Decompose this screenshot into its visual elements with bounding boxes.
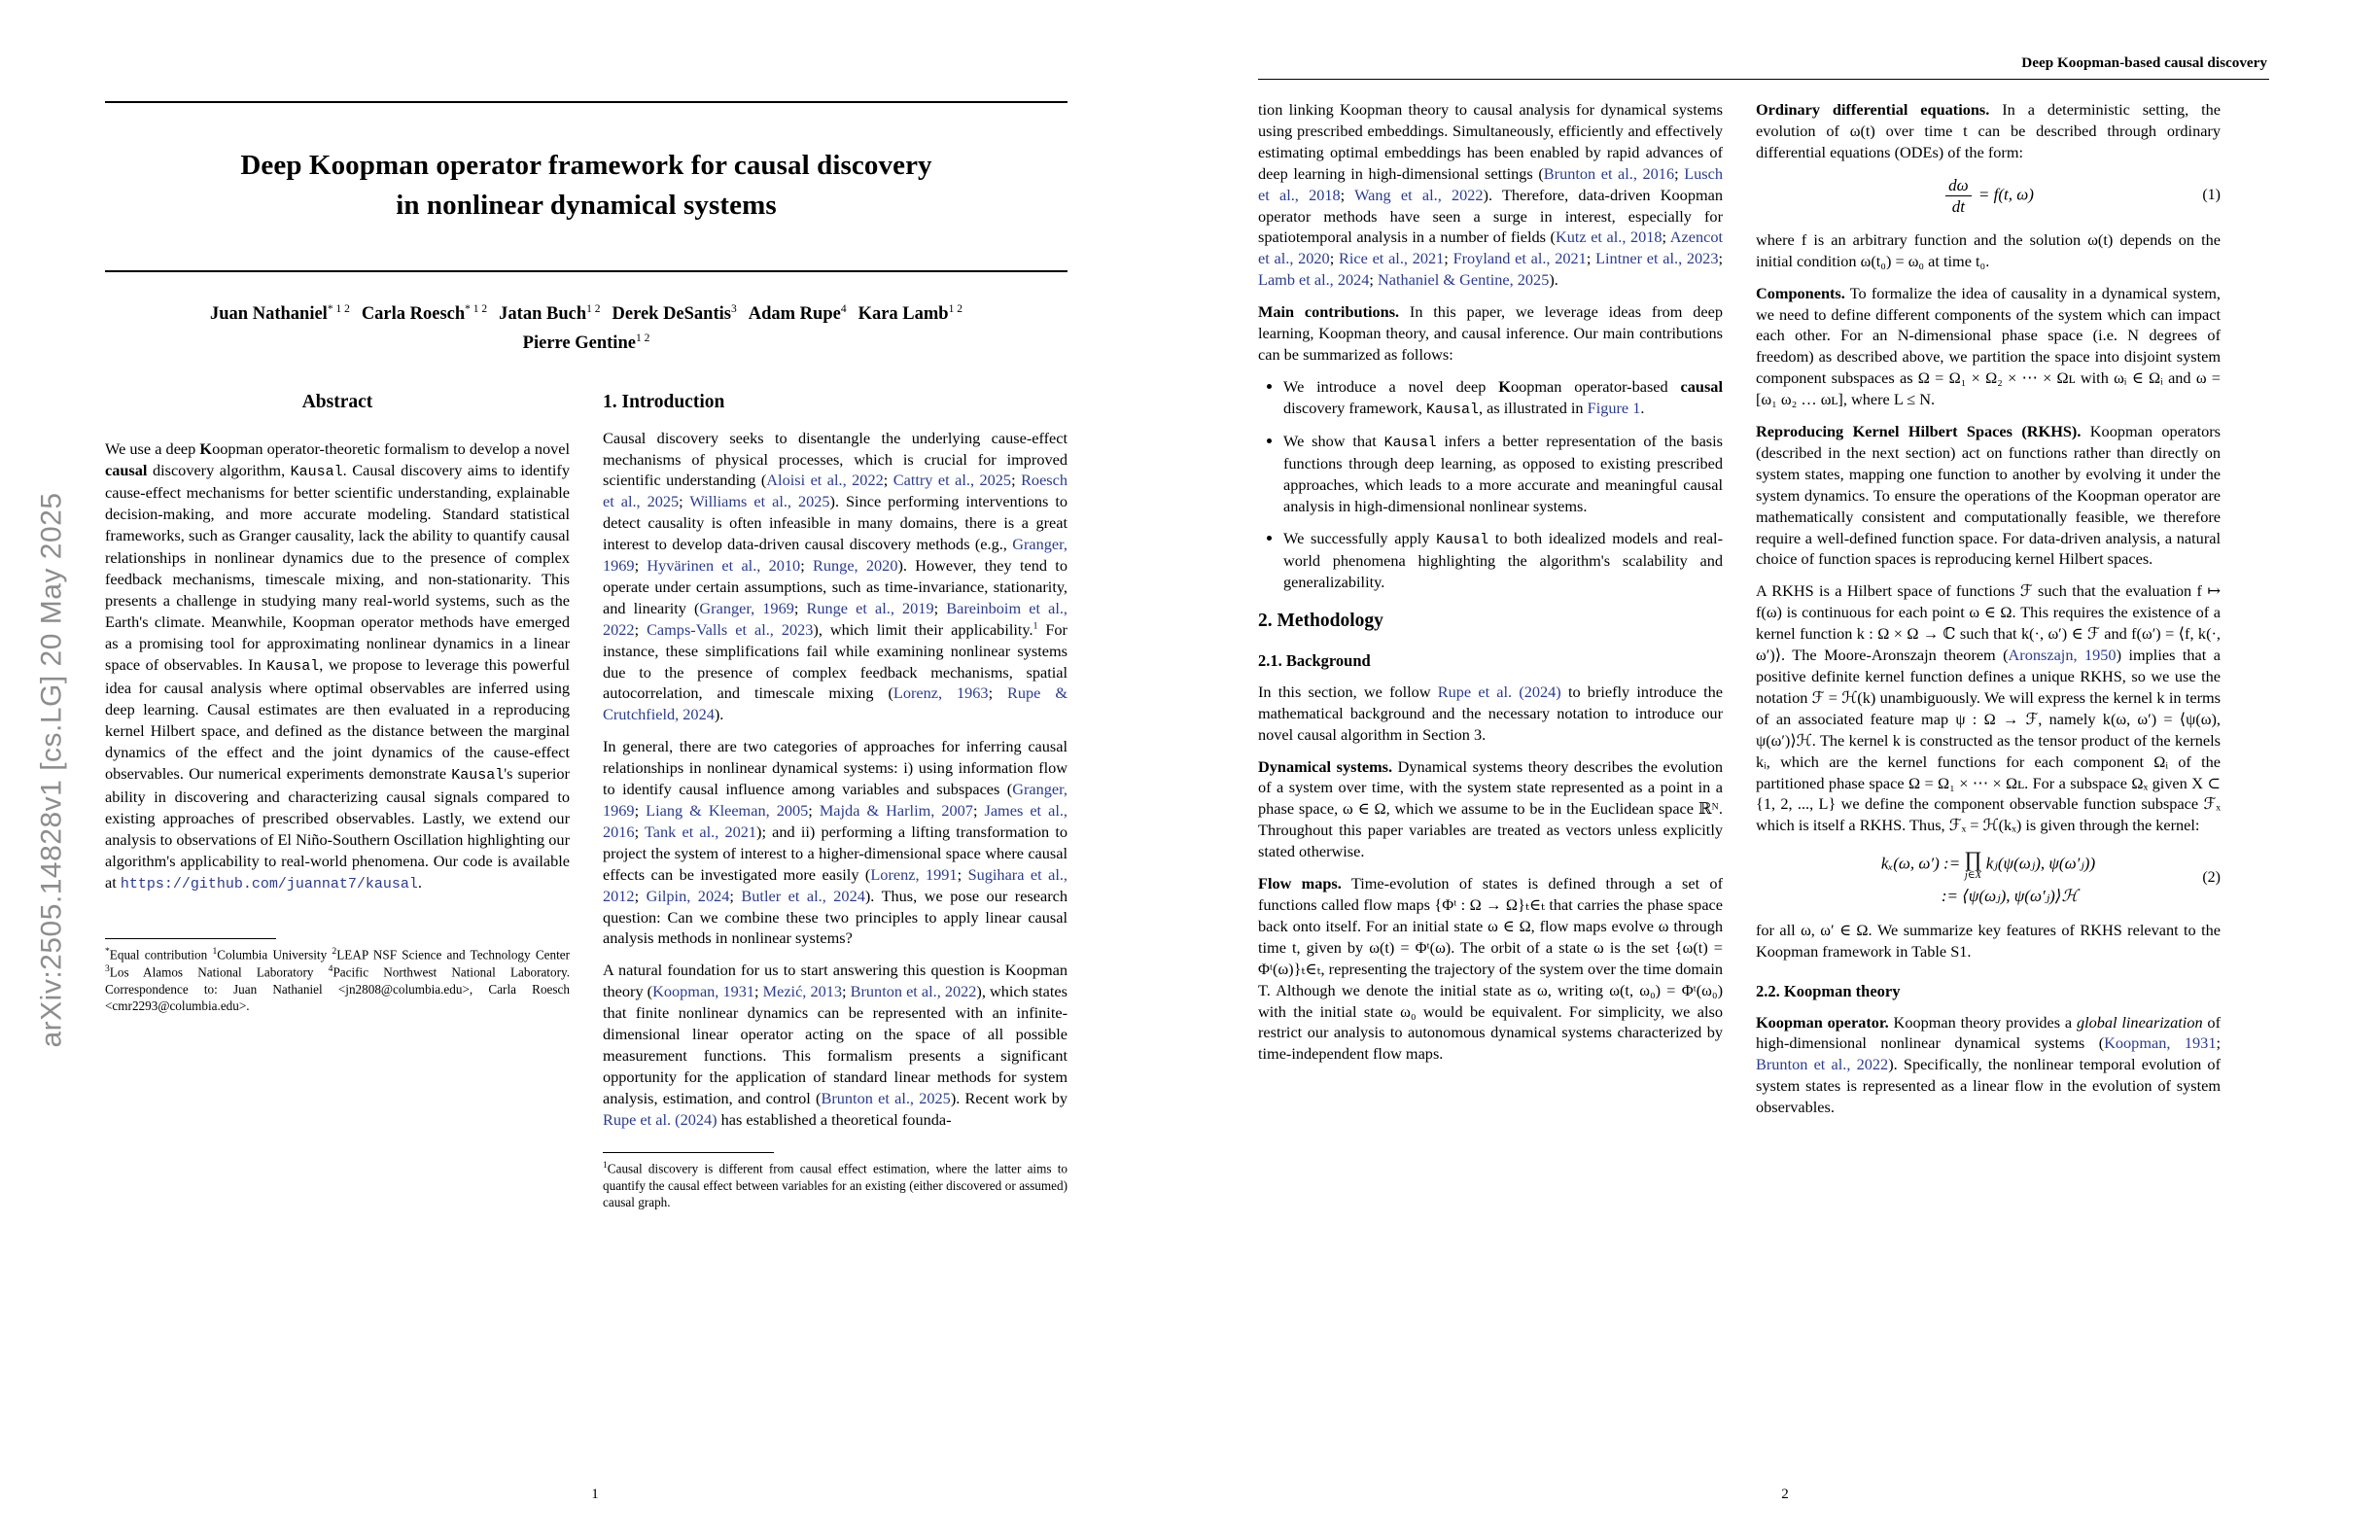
text-run-cite-5[interactable]: Roesch et al., 2025	[603, 471, 1068, 511]
text-run-mono-7: Kausal	[266, 658, 320, 676]
text-run-plain-12: ;	[1444, 249, 1453, 268]
intro-footnote-rule	[603, 1152, 774, 1153]
text-run-cite-9[interactable]: Azencot et al., 2020	[1258, 228, 1723, 268]
text-run-plain-6: ;	[972, 801, 985, 820]
text-run-plain-0: A natural foundation for us to start answering this question is Koopman theory (	[603, 961, 1068, 1001]
equation-2	[1756, 849, 2221, 906]
text-run-cite-17[interactable]: Butler et al., 2024	[741, 886, 865, 905]
rkhs-head: Reproducing Kernel Hilbert Spaces (RKHS).	[1756, 422, 2082, 441]
components-paragraph	[1756, 283, 2221, 410]
text-run-plain-8: ;	[1662, 228, 1670, 247]
text-run-cite-5[interactable]: Brunton et al., 2022	[850, 982, 977, 1001]
text-run-cite-27[interactable]: Rupe & Crutchfield, 2024	[603, 683, 1068, 724]
text-run-cite-11[interactable]: Hyvärinen et al., 2010	[647, 556, 801, 576]
text-run-cite-3[interactable]: Lusch et al., 2018	[1258, 163, 1723, 204]
intro-footnote-text	[603, 1160, 1068, 1211]
contribution-item-1	[1283, 376, 1723, 420]
page-2-columns	[1258, 99, 2269, 1129]
equation-2-number: (2)	[2202, 868, 2221, 886]
text-run-plain-0: We show that	[1283, 431, 1384, 450]
text-run-plain-1: Causal discovery is different from causal effect estimation, where the latter aims to quantify the causal effect between variables for an existing (either discovered or assumed) causal graph.	[603, 1160, 1068, 1210]
text-run-cite-9[interactable]: Granger, 1969	[603, 535, 1068, 576]
arxiv-identifier-text: arXiv:2505.14828v1 [cs.LG] 20 May 2025	[35, 492, 68, 1048]
main-contributions-text: In this paper, we leverage ideas from deep learning, Koopman theory, and causal inference. Our main contributions can be summarized as follows:	[1258, 302, 1723, 364]
components-text: To formalize the idea of causality in a dynamical system, we need to define different components of the system which can impact each other. For an N-dimensional phase space (i.e. N degrees of freedom) as described above, we partition the space into disjoint system component subspaces as Ω = Ω₁ × Ω₂ × ⋯ × Ωʟ with ωᵢ ∈ Ωᵢ and ω = [ω₁ ω₂ … ωʟ], where L ≤ N.	[1756, 283, 2221, 409]
author-5	[749, 304, 847, 324]
text-run-plain-2: ;	[883, 471, 893, 490]
text-run-plain-8: ;	[634, 822, 645, 841]
rkhs-paragraph	[1756, 421, 2221, 570]
text-run-bold-1: K	[1498, 376, 1511, 396]
author-name-text: Adam Rupe	[748, 303, 841, 324]
text-run-cite-5[interactable]: Brunton et al., 2022	[1756, 1055, 1889, 1074]
text-run-plain-5: LEAP NSF Science and Technology Center	[336, 947, 570, 962]
equation-2-stack	[1881, 849, 2095, 906]
text-run-cite-13[interactable]: Runge, 2020	[813, 556, 898, 576]
text-run-plain-2: to briefly introduce the mathematical background and the necessary notation to introduce our novel causal algorithm in Section 3.	[1258, 682, 1723, 744]
text-run-plain-10: ;	[1329, 249, 1339, 268]
text-run-plain-2: ) implies that a positive definite kernel function defines a unique RKHS, so we use the notation ℱ = ℋ(k) unambiguously. We will express the kernel k in terms of an associated feature map ψ : Ω → ℱ, namely k(ω, ω′) = ⟨ψ(ω), ψ(ω′)⟩ℋ. The kernel k is constructed as the tensor product of the kernels kᵢ, which are the kernel functions for each component Ωᵢ of the partitioned phase space Ω = Ω₁ × ⋯ × Ωʟ. For a subspace Ωₓ given X ⊂ {1, 2, ..., L} we define the component observable function subspace ℱₓ which is itself a RKHS. Thus, ℱₓ = ℋ(kₓ) is given through the kernel:	[1756, 646, 2221, 835]
author-name-text: Jatan Buch	[499, 303, 587, 324]
contribution-item-3	[1283, 528, 1723, 593]
text-run-cite-21[interactable]: Camps-Valls et al., 2023	[647, 619, 814, 639]
text-run-plain-2: infers a better representation of the basis functions through deep learning, as opposed to existing prescribed approaches, which leads to a more accurate and meaningful causal analysis in high-dimensional nonlinear systems.	[1283, 431, 1723, 515]
dynamical-systems-text: Dynamical systems theory describes the evolution of a system over time, with the system state represented as a point in a phase space, ω ∈ Ω, which we assume to be in the Euclidean space ℝᴺ. Throughout this paper variables are treated as vectors unless explicitly stated otherwise.	[1258, 756, 1723, 861]
abstract-heading: Abstract	[301, 391, 373, 412]
components-head: Components.	[1756, 283, 1845, 302]
text-run-plain-4: ;	[1340, 185, 1355, 204]
text-run-cite-17[interactable]: Runge et al., 2019	[806, 598, 934, 617]
text-run-cite-19[interactable]: Nathaniel & Gentine, 2025	[1378, 270, 1550, 290]
equation-1	[1756, 176, 2221, 216]
intro-paragraph-3	[603, 960, 1068, 1130]
intro-paragraph-1	[603, 428, 1068, 726]
author-affiliation-marker: 1 2	[948, 302, 962, 315]
text-run-cite-13[interactable]: Froyland et al., 2021	[1452, 249, 1587, 268]
text-run-plain-28: ).	[714, 705, 724, 724]
product-glyph: ∏	[1964, 847, 1982, 872]
page-1-columns	[105, 392, 1068, 1211]
author-line-1	[105, 299, 1068, 329]
text-run-plain-2: oopman operator-theoretic formalism to develop a novel	[212, 438, 571, 458]
text-run-cite-15[interactable]: Lintner et al., 2023	[1595, 249, 1719, 268]
page-2-content	[1258, 54, 2269, 1129]
text-run-sup-0: 1	[603, 1159, 608, 1171]
text-run-plain-0: We introduce a novel deep	[1283, 376, 1499, 396]
text-run-cite-1[interactable]: Aloisi et al., 2022	[766, 471, 884, 490]
title-top-rule	[105, 101, 1068, 103]
text-run-plain-20: ;	[634, 619, 648, 639]
text-run-plain-0: We use a deep	[105, 438, 200, 458]
arxiv-identifier-stamp	[18, 0, 86, 1540]
text-run-cite-7[interactable]: James et al., 2016	[603, 801, 1068, 841]
text-run-plain-0: Koopman theory provides a	[1888, 1012, 2077, 1032]
text-run-plain-10: 's superior ability in discovering and characterizing causal signals compared to existing approaches of prescribed observables. Lastly, we extend our analysis to observations of El Niño-Southern Oscillation highlighting our algorithm's applicability to real-world phenomena. Our code is available at	[105, 764, 570, 892]
equation-2-rhs: kⱼ(ψ(ωⱼ), ψ(ω′ⱼ))	[1985, 854, 2096, 873]
text-run-plain-12: ;	[957, 864, 968, 884]
text-run-plain-6: , as illustrated in	[1478, 398, 1588, 417]
text-run-plain-4: discovery framework,	[1283, 398, 1426, 417]
introduction-heading: 1. Introduction	[603, 391, 725, 412]
text-run-plain-6: ;	[679, 492, 690, 511]
column-p2-left	[1258, 99, 1723, 1129]
text-run-mono-1: Kausal	[1383, 434, 1437, 451]
text-run-plain-2: to both idealized models and real-world phenomena highlighting the algorithm's scalability and generalizability.	[1283, 528, 1723, 591]
page-title	[105, 146, 1068, 226]
text-run-sup-8: 4	[328, 962, 333, 974]
intro-paragraph-2	[603, 736, 1068, 949]
author-affiliation-marker: 4	[840, 302, 847, 315]
text-run-mono-1: Kausal	[1436, 531, 1489, 548]
page-1-content	[105, 101, 1068, 1211]
text-run-plain-0: We successfully apply	[1283, 528, 1437, 547]
text-run-cite-1[interactable]: Aronszajn, 1950	[2008, 646, 2117, 665]
dynamical-systems-paragraph	[1258, 756, 1723, 863]
text-run-plain-8: ). Recent work by	[950, 1088, 1068, 1107]
affiliation-footnote-text	[105, 946, 570, 1015]
text-run-cite-11[interactable]: Rice et al., 2021	[1338, 249, 1445, 268]
author-name-text: Derek DeSantis	[612, 303, 731, 324]
equation-1-rhs: = f(t, ω)	[1978, 185, 2034, 204]
text-run-plain-6: . Causal discovery aims to identify cause-effect mechanisms for better scientific understanding, explainable decision-making, and more accurate modeling. Standard statistical frameworks, such as Granger causality, lack the ability to quantify causal relationships in nonlinear dynamics due to the presence of complex feedback mechanisms, timescale mixing, and non-stationarity. This presents a challenge in studying many real-world systems, such as the Earth's climate. Meanwhile, Koopman operator methods have emerged as a promising tool for approximating nonlinear dynamics in a linear space of observables. In	[105, 460, 570, 675]
text-run-sup-0: *	[105, 945, 110, 957]
text-run-mono-5: Kausal	[290, 463, 343, 480]
text-run-plain-16: ;	[793, 598, 807, 617]
text-run-sup-2: 1	[212, 945, 218, 957]
text-run-sup-4: 2	[332, 945, 337, 957]
text-run-plain-6: ). Therefore, data-driven Koopman operator methods have seen a surge in interest, especially for spatiotemporal analysis in a number of fields (	[1258, 185, 1723, 247]
text-run-cite-7[interactable]: Kutz et al., 2018	[1555, 228, 1662, 247]
footnote-rule	[105, 938, 276, 939]
text-run-plain-14: ;	[1586, 249, 1596, 268]
page-1-number: 1	[591, 1487, 599, 1502]
equation-1-fraction	[1945, 176, 1972, 216]
contributions-list	[1258, 376, 1723, 593]
page-title-line-2: in nonlinear dynamical systems	[396, 190, 777, 222]
text-run-plain-0: In general, there are two categories of approaches for inferring causal relationships in nonlinear dynamical systems: i) using information flow to identify causal influence among variables and subspaces (	[603, 737, 1068, 799]
author-affiliation-marker: 1 2	[586, 302, 601, 315]
text-run-sup-6: 3	[105, 962, 110, 974]
author-list	[105, 299, 1068, 358]
title-bottom-rule	[105, 270, 1068, 272]
text-run-cite-11[interactable]: Lorenz, 1991	[870, 864, 958, 884]
text-run-plain-18: ). Thus, we pose our research question: Can we combine these two principles to apply linear causal analysis methods in nonlinear systems?	[603, 886, 1068, 948]
text-run-cite-15[interactable]: Granger, 1969	[699, 598, 794, 617]
text-run-mono-9: Kausal	[451, 767, 505, 785]
flow-maps-paragraph	[1258, 873, 1723, 1065]
text-run-plain-1: Equal contribution	[109, 947, 213, 962]
text-run-mono-5: Kausal	[1425, 401, 1479, 418]
text-run-plain-20: ).	[1549, 270, 1558, 290]
text-run-plain-12: ;	[800, 556, 814, 576]
text-run-cite-5[interactable]: Wang et al., 2022	[1354, 185, 1484, 204]
dynamical-systems-head: Dynamical systems.	[1258, 756, 1393, 776]
text-run-cite-7[interactable]: Williams et al., 2025	[689, 492, 830, 511]
abstract-text	[105, 438, 570, 895]
text-run-plain-0: In this section, we follow	[1258, 682, 1438, 701]
running-header-rule	[1258, 79, 2269, 80]
author-affiliation-footnote	[105, 938, 570, 1015]
text-run-plain-4: discovery algorithm,	[147, 460, 291, 479]
methodology-heading: 2. Methodology	[1258, 610, 1383, 631]
equation-1-body	[1942, 176, 2034, 216]
text-run-cite-9[interactable]: Rupe et al. (2024)	[603, 1109, 718, 1129]
text-run-plain-4: ;	[842, 982, 851, 1001]
text-run-plain-2: ;	[1674, 163, 1685, 183]
text-run-bold-3: causal	[105, 460, 148, 479]
intro-footnote	[603, 1152, 1068, 1211]
text-run-cite-17[interactable]: Lamb et al., 2024	[1258, 270, 1370, 290]
column-p2-right	[1756, 99, 2221, 1129]
text-run-cite-3[interactable]: Mezić, 2013	[762, 982, 843, 1001]
text-run-cite-1[interactable]: Rupe et al. (2024)	[1437, 682, 1561, 701]
text-run-plain-9: Pacific Northwest National Laboratory. Correspondence to: Juan Nathaniel <jn2808@columbia.edu>, Carla Roesch <cmr2293@columbia.edu>.	[105, 964, 570, 1014]
text-run-plain-6: ). Specifically, the nonlinear temporal evolution of system states is represented as a linear flow in the evolution of system observables.	[1756, 1055, 2221, 1117]
koopman-operator-head: Koopman operator.	[1756, 1012, 1889, 1032]
equation-2-line-2: := ⟨ψ(ωⱼ), ψ(ω′ⱼ)⟩ℋ	[1941, 886, 2079, 905]
flow-maps-text: Time-evolution of states is defined through a set of functions called flow maps {Φᵗ : Ω → Ω}ₜ∈ₜ that carries the phase space back onto itself. For an initial state ω ∈ Ω, flow maps evolve ω through time t, given by ω(t) = Φᵗ(ω). The orbit of a state ω is the set {ω(t) = Φᵗ(ω)}ₜ∈ₜ, representing the trajectory of the system over the time domain T. Although we denote the initial state as ω, writing ω(t, ω₀) = Φᵗ(ω₀) with the initial state ω₀ would be equivalent. For simplicity, we also restrict our analysis to autonomous dynamical systems characterized by time-independent flow maps.	[1258, 874, 1723, 1064]
text-run-plain-4: ;	[2216, 1033, 2221, 1053]
text-run-plain-3: Columbia University	[217, 947, 332, 962]
ode-head: Ordinary differential equations.	[1756, 100, 1990, 119]
author-1	[523, 333, 650, 353]
koopman-operator-paragraph	[1756, 1012, 2221, 1119]
text-run-sup-23: 1	[1032, 620, 1038, 632]
rkhs-text: Koopman operators (described in the next section) act on functions rather than directly on system states, mapping one function to another by evolving it under the system dynamics. To ensure the operations of the Koopman operator are mathematically consistent and computationally feasible, we therefore require a well-defined function space. For data-driven analysis, a natural choice of function spaces is reproducing kernel Hilbert spaces.	[1756, 422, 2221, 569]
text-run-plain-0: Causal discovery seeks to disentangle the underlying cause-effect mechanisms of physical processes, which is crucial for improved scientific understanding (	[603, 428, 1068, 490]
main-contributions-head: Main contributions.	[1258, 302, 1400, 322]
ode-text: In a deterministic setting, the evolution of ω(t) over time t can be described through ordinary differential equations (ODEs) of the form:	[1756, 100, 2221, 161]
text-run-cite-13[interactable]: Sugihara et al., 2012	[603, 864, 1068, 905]
p2-paragraph-continuation	[1258, 99, 1723, 291]
text-run-cite-7[interactable]: Figure 1	[1587, 398, 1641, 417]
text-run-cite-1[interactable]: Koopman, 1931	[652, 982, 755, 1001]
koopman-theory-heading: 2.2. Koopman theory	[1756, 981, 1901, 1000]
text-run-plain-8: .	[1640, 398, 1645, 417]
page-2	[1190, 0, 2380, 1540]
text-run-plain-2: ;	[634, 801, 647, 820]
text-run-plain-12: .	[417, 873, 422, 892]
flow-maps-head: Flow maps.	[1258, 874, 1342, 893]
text-run-plain-16: ;	[729, 886, 742, 905]
author-name-text: Carla Roesch	[361, 303, 466, 324]
text-run-cite-3[interactable]: Liang & Kleeman, 2005	[646, 801, 809, 820]
ode-paragraph	[1756, 99, 2221, 163]
text-run-cite-7[interactable]: Brunton et al., 2025	[821, 1088, 951, 1107]
equation-2-lhs: kₓ(ω, ω′) :=	[1880, 854, 1961, 873]
equation-2-product-subscript: j∈X	[1964, 870, 1982, 882]
text-run-plain-8: , we propose to leverage this powerful idea for causal analysis where optimal observables are inferred using deep learning. Causal estimates are then evaluated in a reproducing kernel Hilbert space, and defined as the distance between the marginal dynamics of the effect and the joint dynamics of the cause-effect observables. Our numerical experiments demonstrate	[105, 655, 570, 784]
text-run-plain-2: oopman operator-based	[1510, 376, 1681, 396]
equation-1-denominator: dt	[1951, 196, 1965, 216]
page-title-line-1: Deep Koopman operator framework for causal discovery	[240, 150, 932, 181]
text-run-plain-18: ;	[1369, 270, 1378, 290]
author-1	[210, 304, 350, 324]
text-run-plain-0: tion linking Koopman theory to causal analysis for dynamical systems using prescribed embeddings. Simultaneously, efficiently and effectively estimating optimal embeddings has been enabled by rapid advances of deep learning in high-dimensional settings (	[1258, 100, 1723, 183]
text-run-cite-3[interactable]: Cattry et al., 2025	[892, 471, 1012, 490]
author-name-text: Pierre Gentine	[522, 332, 636, 353]
text-run-plain-2: ;	[754, 982, 763, 1001]
column-abstract	[105, 392, 570, 1211]
author-affiliation-marker: * 1 2	[465, 302, 488, 315]
text-run-plain-2: of high-dimensional nonlinear dynamical systems (	[1756, 1012, 2221, 1053]
equation-2-after-text: for all ω, ω′ ∈ Ω. We summarize key features of RKHS relevant to the Koopman framework in Table S1.	[1756, 920, 2221, 961]
text-run-plain-14: ). However, they tend to operate under certain assumptions, such as time-invariance, stationarity, and linearity (	[603, 556, 1068, 617]
text-run-cite-1[interactable]: Granger, 1969	[603, 780, 1068, 820]
text-run-plain-4: ;	[808, 801, 820, 820]
author-line-2	[105, 329, 1068, 358]
background-paragraph	[1258, 682, 1723, 746]
text-run-cite-19[interactable]: Bareinboim et al., 2022	[603, 598, 1068, 639]
equation-1-number: (1)	[2202, 187, 2221, 204]
equation-2-body	[1881, 849, 2095, 906]
product-operator-icon	[1964, 849, 1981, 882]
ode-after-text: where f is an arbitrary function and the solution ω(t) depends on the initial condition ω(t₀) = ω₀ at time t₀.	[1756, 229, 2221, 270]
column-introduction	[603, 392, 1068, 1211]
text-run-plain-8: ). Since performing interventions to detect causality is often infeasible in many domains, there is a great interest to develop data-driven causal discovery methods (e.g.,	[603, 492, 1068, 554]
text-run-plain-4: ;	[1011, 471, 1022, 490]
text-run-plain-18: ;	[933, 598, 947, 617]
author-affiliation-marker: 3	[730, 302, 737, 315]
author-affiliation-marker: 1 2	[635, 332, 650, 344]
text-run-bold-1: K	[199, 438, 213, 458]
author-2	[362, 304, 487, 324]
text-run-cite-5[interactable]: Majda & Harlim, 2007	[819, 801, 973, 820]
author-name-text: Kara Lamb	[858, 303, 949, 324]
author-6	[858, 304, 962, 324]
text-run-plain-0: A RKHS is a Hilbert space of functions ℱ such that the evaluation f ↦ f(ω) is continuous for each point ω ∈ Ω. This requires the existence of a kernel function k : Ω × Ω → ℂ such that k(·, ω′) ∈ ℱ and f(ω′) = ⟨f, k(·, ω′)⟩. The Moore-Aronszajn theorem (	[1756, 581, 2221, 665]
text-run-plain-26: ;	[988, 683, 1008, 703]
author-3	[499, 304, 600, 324]
author-affiliation-marker: * 1 2	[327, 302, 350, 315]
text-run-plain-22: ), which limit their applicability.	[813, 619, 1033, 639]
main-contributions-paragraph	[1258, 301, 1723, 366]
text-run-plain-7: Los Alamos National Laboratory	[109, 964, 329, 980]
text-run-cite-1[interactable]: Brunton et al., 2016	[1543, 163, 1675, 183]
text-run-plain-24: For instance, these simplifications fail while examining nonlinear systems due to the presence of complex feedback mechanisms, spatial autocorrelation, and timescale mixing (	[603, 619, 1068, 703]
text-run-plain-10: ;	[634, 556, 648, 576]
text-run-plain-16: ;	[1718, 249, 1723, 268]
contribution-item-2	[1283, 431, 1723, 517]
text-run-url-11[interactable]: https://github.com/juannat7/kausal	[120, 876, 418, 893]
running-header: Deep Koopman-based causal discovery	[2021, 54, 2267, 71]
equation-1-numerator: dω	[1945, 176, 1972, 196]
text-run-cite-3[interactable]: Koopman, 1931	[2104, 1033, 2217, 1053]
text-run-bold-3: causal	[1680, 376, 1723, 396]
equation-2-line-1	[1881, 849, 2095, 882]
text-run-cite-25[interactable]: Lorenz, 1963	[892, 683, 989, 703]
text-run-plain-6: ), which states that finite nonlinear dynamics can be represented with an infinite-dimensional linear operator acting on the space of all possible measurement functions. This formalism presents a significant opportunity for the application of standard linear methods for system analysis, estimation, and control (	[603, 982, 1068, 1107]
page-2-number: 2	[1781, 1487, 1789, 1502]
text-run-ital-1: global linearization	[2076, 1012, 2203, 1032]
text-run-plain-14: ;	[634, 886, 647, 905]
text-run-cite-15[interactable]: Gilpin, 2024	[646, 886, 730, 905]
author-name-text: Juan Nathaniel	[210, 303, 328, 324]
text-run-plain-10: ); and ii) performing a lifting transformation to project the system of interest to a higher-dimensional space where causal effects can be investigated more easily (	[603, 822, 1068, 884]
text-run-cite-9[interactable]: Tank et al., 2021	[644, 822, 757, 841]
background-heading: 2.1. Background	[1258, 650, 1371, 670]
author-4	[612, 304, 737, 324]
text-run-plain-10: has established a theoretical founda-	[717, 1109, 952, 1129]
rkhs-paragraph-2	[1756, 580, 2221, 836]
